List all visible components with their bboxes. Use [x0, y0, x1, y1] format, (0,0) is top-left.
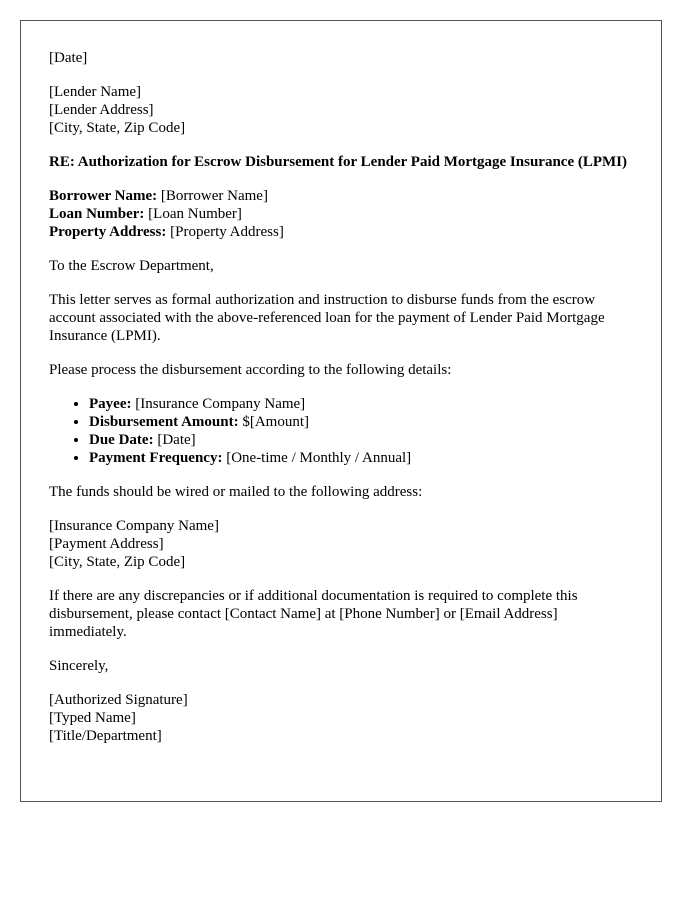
authorized-signature: [Authorized Signature] [49, 692, 188, 708]
detail-disbursement-amount [89, 413, 633, 431]
lender-city-state-zip: [City, State, Zip Code] [49, 120, 186, 136]
property-address-value: [Property Address] [170, 224, 284, 240]
discrepancy-paragraph: If there are any discrepancies or if additional documentation is required to complete this disbursement, please contact [Contact Name] at [Phone Number] or [Email Address] immediately. [49, 588, 578, 640]
subject-line: RE: Authorization for Escrow Disbursement for Lender Paid Mortgage Insurance (LPMI) [49, 154, 628, 170]
lender-name: [Lender Name] [49, 84, 142, 100]
detail-label: Payee: [89, 396, 132, 412]
property-address-line [49, 223, 633, 241]
payee-city-state-zip: [City, State, Zip Code] [49, 554, 186, 570]
lender-block [49, 83, 633, 137]
borrower-value: [Borrower Name] [160, 188, 268, 204]
detail-value: [Date] [157, 432, 196, 448]
borrower-line [49, 187, 633, 205]
loan-number-label: Loan Number: [49, 206, 145, 222]
signature-block [49, 691, 633, 745]
property-address-label: Property Address: [49, 224, 167, 240]
detail-payee [89, 395, 633, 413]
detail-due-date [89, 431, 633, 449]
borrower-label: Borrower Name: [49, 188, 158, 204]
intro-paragraph: This letter serves as formal authorization and instruction to disburse funds from the escrow account associated with the above-referenced loan for the payment of Lender Paid Mortgage Insurance (LPMI). [49, 292, 605, 344]
details-list [49, 395, 633, 467]
lender-address: [Lender Address] [49, 102, 154, 118]
loan-info-block [49, 187, 633, 241]
payee-address-block [49, 517, 633, 571]
salutation: To the Escrow Department, [49, 258, 214, 274]
payee-payment-address: [Payment Address] [49, 536, 164, 552]
payee-company-name: [Insurance Company Name] [49, 518, 219, 534]
detail-value: $[Amount] [242, 414, 310, 430]
letter-date: [Date] [49, 50, 88, 66]
detail-label: Disbursement Amount: [89, 414, 239, 430]
loan-number-value: [Loan Number] [148, 206, 242, 222]
wire-intro: The funds should be wired or mailed to the following address: [49, 484, 423, 500]
typed-name: [Typed Name] [49, 710, 136, 726]
detail-value: [Insurance Company Name] [135, 396, 306, 412]
detail-value: [One-time / Monthly / Annual] [226, 450, 412, 466]
loan-number-line [49, 205, 633, 223]
closing: Sincerely, [49, 658, 109, 674]
details-intro: Please process the disbursement according to the following details: [49, 362, 452, 378]
detail-payment-frequency [89, 449, 633, 467]
detail-label: Due Date: [89, 432, 154, 448]
title-department: [Title/Department] [49, 728, 162, 744]
detail-label: Payment Frequency: [89, 450, 223, 466]
letter-page [20, 20, 662, 802]
